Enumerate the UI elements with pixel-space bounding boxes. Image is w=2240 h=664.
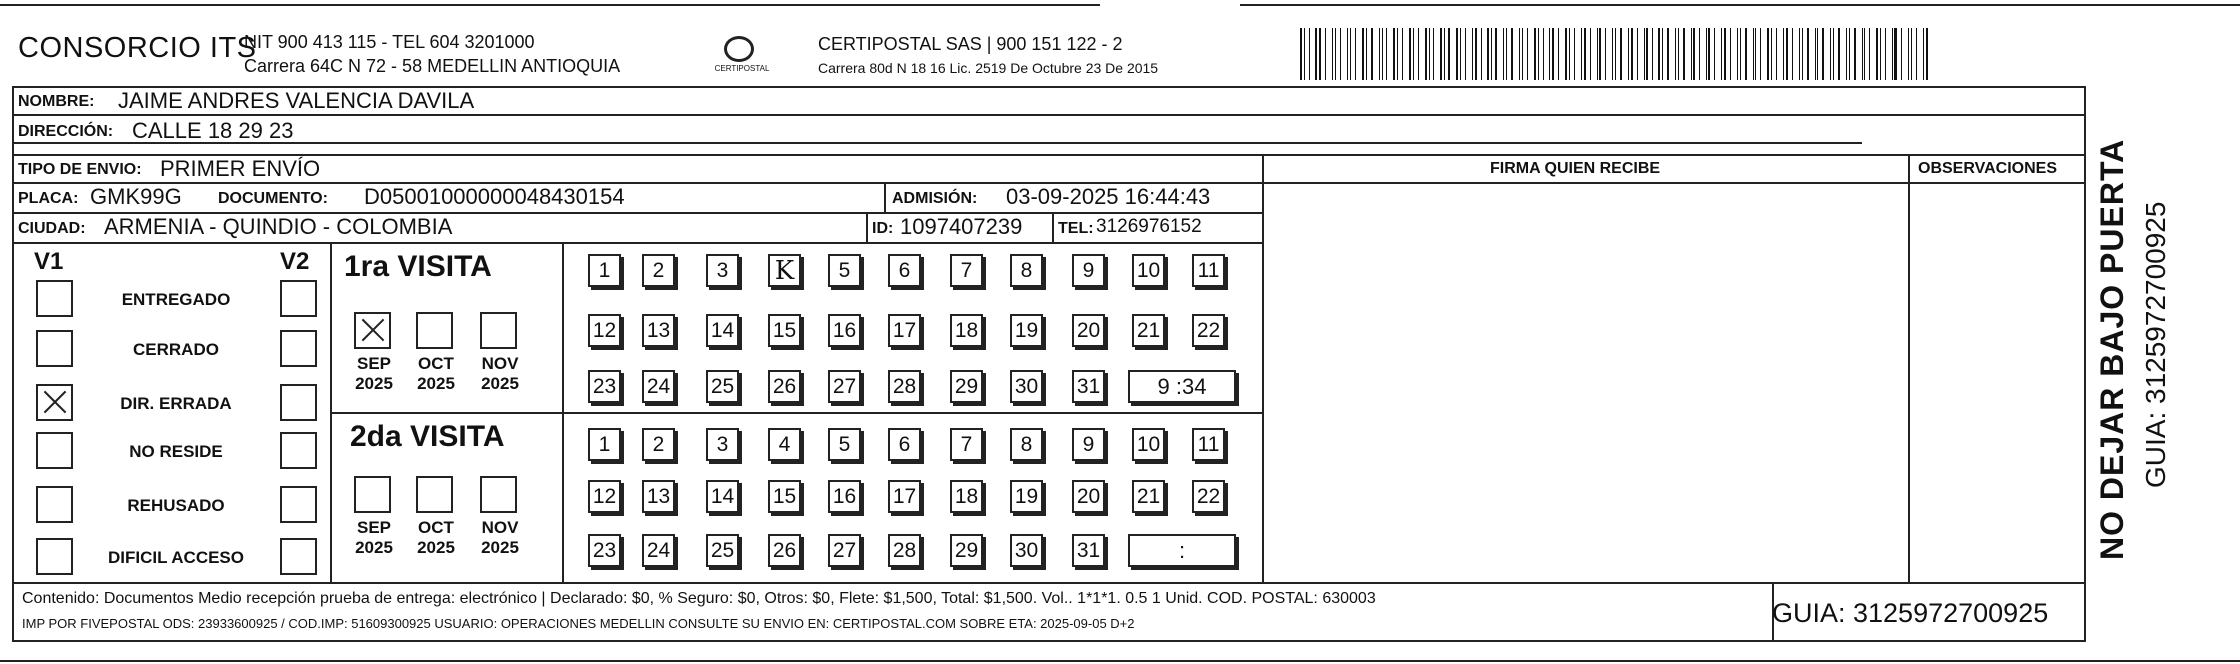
- direccion-label: DIRECCIÓN:: [18, 123, 114, 140]
- barcode-bar: [1833, 28, 1834, 80]
- first-visit-month-label: [410, 354, 462, 394]
- barcode-bar: [1721, 28, 1722, 80]
- barcode-bar: [1691, 28, 1692, 80]
- rule: [330, 242, 332, 582]
- barcode-bar: [1325, 28, 1326, 80]
- barcode-bar: [1487, 28, 1488, 80]
- barcode-bar: [1371, 28, 1373, 80]
- barcode-bar: [1783, 28, 1784, 80]
- v2-header: V2: [280, 248, 310, 275]
- barcode-bar: [1737, 28, 1738, 80]
- second-visit-month-checkbox-2[interactable]: [480, 476, 517, 513]
- first-visit-day-box[interactable]: 13: [642, 314, 675, 347]
- barcode-bar: [1678, 28, 1679, 80]
- barcode-bar: [1350, 28, 1351, 80]
- barcode-bar: [1753, 28, 1754, 80]
- barcode-bar: [1366, 28, 1367, 80]
- logo-icon: [724, 36, 754, 62]
- barcode-bar: [1386, 28, 1387, 80]
- second-visit-month-label: [348, 518, 400, 558]
- barcode-bar: [1815, 28, 1816, 80]
- barcode-bar: [1892, 28, 1893, 80]
- v1-checkbox-5[interactable]: [36, 538, 73, 575]
- barcode-bar: [1444, 28, 1445, 80]
- barcode-bar: [1347, 28, 1348, 80]
- barcode-bar: [1693, 28, 1694, 80]
- second-visit-day-box[interactable]: 3: [706, 428, 739, 461]
- barcode-bar: [1552, 28, 1554, 80]
- nit-line: NIT 900 413 115 - TEL 604 3201000: [244, 32, 535, 52]
- admision-label: ADMISIÓN:: [892, 190, 978, 207]
- month-name: OCT: [418, 518, 454, 537]
- v1-checkbox-4[interactable]: [36, 486, 73, 523]
- barcode-bar: [1760, 28, 1761, 80]
- barcode-bar: [1597, 28, 1598, 80]
- barcode-bar: [1786, 28, 1788, 80]
- first-visit-month-label: [348, 354, 400, 394]
- first-visit-day-box[interactable]: 2: [642, 254, 675, 287]
- barcode-bar: [1558, 28, 1559, 80]
- barcode-bar: [1708, 28, 1710, 80]
- first-visit-day-box[interactable]: 1: [588, 254, 621, 287]
- no-dejar-bajo-puerta: NO DEJAR BAJO PUERTA: [2094, 138, 2130, 560]
- first-visit-day-box[interactable]: 20: [1072, 314, 1105, 347]
- certipostal-logo: [712, 36, 772, 76]
- barcode-bar: [1460, 28, 1461, 80]
- month-name: SEP: [356, 518, 392, 537]
- rule: [330, 412, 1262, 414]
- second-visit-day-box[interactable]: 11: [1192, 428, 1225, 461]
- barcode-bar: [1637, 28, 1638, 80]
- month-year: 2025: [355, 538, 393, 557]
- barcode-bar: [1822, 28, 1824, 80]
- barcode-bar: [1926, 28, 1928, 80]
- second-visit-day-box[interactable]: 22: [1192, 480, 1225, 513]
- logo-text: CERTIPOSTAL: [714, 64, 770, 73]
- month-name: NOV: [481, 518, 519, 537]
- barcode-bar: [1309, 28, 1310, 80]
- second-visit-day-box[interactable]: 20: [1072, 480, 1105, 513]
- barcode-bar: [1699, 28, 1700, 80]
- barcode-bar: [1425, 28, 1427, 80]
- barcode-bar: [1631, 28, 1633, 80]
- barcode-bar: [1662, 28, 1663, 80]
- barcode-bar: [1319, 28, 1321, 80]
- barcode-bar: [1511, 28, 1513, 80]
- month-year: 2025: [481, 538, 519, 557]
- first-visit-day-box[interactable]: 5: [828, 254, 861, 287]
- barcode-bar: [1448, 28, 1450, 80]
- first-visit-day-box[interactable]: 25: [706, 370, 739, 403]
- status-label: DIFICIL ACCESO: [107, 548, 244, 567]
- first-visit-day-box[interactable]: 21: [1132, 314, 1165, 347]
- first-visit-day-box[interactable]: 27: [828, 370, 861, 403]
- barcode-bar: [1880, 28, 1881, 80]
- v2-checkbox-0[interactable]: [280, 280, 317, 317]
- first-visit-day-box[interactable]: 31: [1072, 370, 1105, 403]
- barcode-bar: [1652, 28, 1653, 80]
- second-visit-day-box[interactable]: 6: [888, 428, 921, 461]
- v2-checkbox-5[interactable]: [280, 538, 317, 575]
- v2-checkbox-3[interactable]: [280, 432, 317, 469]
- barcode-bar: [1799, 28, 1800, 80]
- first-visit-day-box[interactable]: 19: [1010, 314, 1043, 347]
- status-label: NO RESIDE: [129, 442, 223, 461]
- rule: [1908, 154, 1910, 582]
- second-visit-day-box[interactable]: 4: [768, 428, 801, 461]
- first-visit-day-box[interactable]: 9: [1072, 254, 1105, 287]
- first-visit-day-box[interactable]: 11: [1192, 254, 1225, 287]
- barcode-bar: [1506, 28, 1507, 80]
- barcode-bar: [1605, 28, 1606, 80]
- placa-label: PLACA:: [18, 190, 79, 207]
- barcode-bar: [1397, 28, 1398, 80]
- second-visit-day-box[interactable]: 8: [1010, 428, 1043, 461]
- barcode-bar: [1440, 28, 1441, 80]
- first-visit-day-box[interactable]: 23: [588, 370, 621, 403]
- certi-line: CERTIPOSTAL SAS | 900 151 122 - 2: [818, 34, 1123, 54]
- rule: [12, 582, 2086, 584]
- documento-value: D05001000000048430154: [364, 184, 625, 209]
- barcode-bar: [1393, 28, 1395, 80]
- barcode-bar: [1854, 28, 1856, 80]
- second-visit-day-box[interactable]: 10: [1132, 428, 1165, 461]
- barcode-bar: [1481, 28, 1482, 80]
- first-visit-month-checkbox-1[interactable]: [416, 312, 453, 349]
- barcode-bar: [1475, 28, 1477, 80]
- observaciones-label: OBSERVACIONES: [1918, 160, 2057, 177]
- barcode-bar: [1745, 28, 1747, 80]
- barcode-bar: [1335, 28, 1337, 80]
- barcode-bar: [1340, 28, 1341, 80]
- barcode-bar: [1658, 28, 1660, 80]
- v2-checkbox-4[interactable]: [280, 486, 317, 523]
- first-visit-day-box[interactable]: 28: [888, 370, 921, 403]
- barcode-bar: [1574, 28, 1575, 80]
- barcode: [1300, 28, 1932, 80]
- second-visit-day-box[interactable]: 17: [888, 480, 921, 513]
- barcode-bar: [1730, 28, 1731, 80]
- barcode-bar: [1776, 28, 1777, 80]
- status-label: CERRADO: [133, 340, 219, 359]
- side-guia: GUIA: 3125972700925: [2140, 201, 2171, 488]
- tel-value: 3126976152: [1096, 216, 1202, 237]
- first-visit-day-box[interactable]: 8: [1010, 254, 1043, 287]
- second-visit-day-box[interactable]: 13: [642, 480, 675, 513]
- first-visit-day-box[interactable]: 26: [768, 370, 801, 403]
- barcode-bar: [1418, 28, 1419, 80]
- rule: [866, 212, 868, 242]
- first-visit-day-box[interactable]: 18: [950, 314, 983, 347]
- barcode-bar: [1894, 28, 1896, 80]
- v1-checkbox-0[interactable]: [36, 280, 73, 317]
- barcode-bar: [1304, 28, 1305, 80]
- second-visit-day-box[interactable]: 9: [1072, 428, 1105, 461]
- barcode-bar: [1519, 28, 1520, 80]
- second-visit-day-box[interactable]: 19: [1010, 480, 1043, 513]
- barcode-bar: [1885, 28, 1886, 80]
- barcode-bar: [1615, 28, 1616, 80]
- second-visit-day-box[interactable]: 5: [828, 428, 861, 461]
- barcode-bar: [1472, 28, 1473, 80]
- top-rule-right: [1240, 4, 2240, 6]
- barcode-bar: [1869, 28, 1870, 80]
- barcode-bar: [1849, 28, 1850, 80]
- barcode-bar: [1675, 28, 1676, 80]
- second-visit-title: 2da VISITA: [350, 420, 505, 453]
- month-year: 2025: [481, 374, 519, 393]
- barcode-bar: [1599, 28, 1601, 80]
- second-visit-day-box[interactable]: 12: [588, 480, 621, 513]
- barcode-bar: [1402, 28, 1403, 80]
- rule: [1262, 182, 2086, 184]
- second-visit-time-box[interactable]: :: [1128, 534, 1236, 567]
- nombre-value: JAIME ANDRES VALENCIA DAVILA: [118, 88, 475, 113]
- placa-value: GMK99G: [90, 184, 182, 209]
- barcode-bar: [1706, 28, 1707, 80]
- footer-imp-line: IMP POR FIVEPOSTAL ODS: 23933600925 / COD.IMP: 51609300925 USUARIO: OPERACIONES MEDELLIN CONSULTE SU ENVIO EN: CERTIPOSTAL.COM SOBRE ETA: 2025-09-05 D+2: [22, 616, 1135, 631]
- second-visit-month-label: [410, 518, 462, 558]
- barcode-bar: [1755, 28, 1756, 80]
- barcode-bar: [1382, 28, 1383, 80]
- ciudad-label: CIUDAD:: [18, 220, 86, 237]
- rule: [884, 182, 886, 212]
- v1-checkbox-2[interactable]: [36, 384, 73, 421]
- barcode-bar: [1767, 28, 1769, 80]
- barcode-bar: [1409, 28, 1411, 80]
- barcode-bar: [1495, 28, 1497, 80]
- barcode-bar: [1916, 28, 1917, 80]
- certipostal-info: [818, 32, 1158, 80]
- month-name: NOV: [481, 354, 519, 373]
- second-visit-month-checkbox-1[interactable]: [416, 476, 453, 513]
- second-visit-day-box[interactable]: 1: [588, 428, 621, 461]
- month-year: 2025: [417, 538, 455, 557]
- barcode-bar: [1838, 28, 1840, 80]
- tipo-value: PRIMER ENVÍO: [160, 156, 321, 181]
- barcode-bar: [1355, 28, 1356, 80]
- first-visit-month-label: [474, 354, 526, 394]
- second-visit-day-box[interactable]: 7: [950, 428, 983, 461]
- company-name: CONSORCIO ITS: [18, 32, 257, 64]
- barcode-bar: [1429, 28, 1430, 80]
- first-visit-day-box-marked[interactable]: K: [768, 254, 801, 287]
- barcode-bar: [1538, 28, 1539, 80]
- v2-checkbox-2[interactable]: [280, 384, 317, 421]
- barcode-bar: [1413, 28, 1414, 80]
- rule: [1052, 212, 1054, 242]
- status-label: ENTREGADO: [121, 290, 231, 309]
- address-line: Carrera 64C N 72 - 58 MEDELLIN ANTIOQUIA: [244, 56, 621, 76]
- delivery-form: [12, 86, 2086, 642]
- barcode-bar: [1923, 28, 1924, 80]
- second-visit-day-box[interactable]: 31: [1072, 534, 1105, 567]
- second-visit-day-box[interactable]: 28: [888, 534, 921, 567]
- barcode-bar: [1646, 28, 1647, 80]
- barcode-bar: [1456, 28, 1458, 80]
- first-visit-day-box[interactable]: 14: [706, 314, 739, 347]
- first-visit-day-box[interactable]: 29: [950, 370, 983, 403]
- rule: [12, 242, 1262, 244]
- barcode-bar: [1315, 28, 1316, 80]
- second-visit-day-box[interactable]: 30: [1010, 534, 1043, 567]
- second-visit-month-label: [474, 518, 526, 558]
- second-visit-day-box[interactable]: 2: [642, 428, 675, 461]
- barcode-bar: [1817, 28, 1818, 80]
- barcode-bar: [1491, 28, 1492, 80]
- first-visit-day-box[interactable]: 22: [1192, 314, 1225, 347]
- top-rule: [0, 4, 1100, 6]
- certi-sub: Carrera 80d N 18 16 Lic. 2519 De Octubre 23 De 2015: [818, 60, 1159, 76]
- barcode-bar: [1565, 28, 1567, 80]
- status-label: DIR. ERRADA: [120, 394, 232, 413]
- rule: [12, 114, 2086, 116]
- first-visit-day-box[interactable]: 30: [1010, 370, 1043, 403]
- barcode-bar: [1792, 28, 1793, 80]
- barcode-bar: [1667, 28, 1669, 80]
- barcode-bar: [1714, 28, 1715, 80]
- tel-label: TEL:: [1058, 220, 1094, 237]
- v1-checkbox-3[interactable]: [36, 432, 73, 469]
- barcode-bar: [1771, 28, 1772, 80]
- first-visit-title: 1ra VISITA: [344, 250, 492, 283]
- rule: [12, 154, 2086, 156]
- second-visit-day-box[interactable]: 29: [950, 534, 983, 567]
- first-visit-month-checkbox-0[interactable]: [354, 312, 391, 349]
- status-label: REHUSADO: [127, 496, 225, 515]
- barcode-bar: [1527, 28, 1528, 80]
- barcode-bar: [1644, 28, 1645, 80]
- barcode-bar: [1362, 28, 1364, 80]
- barcode-bar: [1379, 28, 1380, 80]
- barcode-bar: [1911, 28, 1912, 80]
- barcode-bar: [1433, 28, 1434, 80]
- bottom-rule: [0, 660, 2240, 662]
- barcode-bar: [1590, 28, 1591, 80]
- barcode-bar: [1864, 28, 1865, 80]
- second-visit-month-checkbox-0[interactable]: [354, 476, 391, 513]
- barcode-bar: [1300, 28, 1302, 80]
- second-visit-day-box[interactable]: 14: [706, 480, 739, 513]
- barcode-bar: [1876, 28, 1878, 80]
- second-visit-day-box[interactable]: 25: [706, 534, 739, 567]
- barcode-bar: [1503, 28, 1504, 80]
- barcode-bar: [1724, 28, 1726, 80]
- barcode-bar: [1846, 28, 1847, 80]
- barcode-bar: [1901, 28, 1903, 80]
- barcode-bar: [1628, 28, 1629, 80]
- barcode-bar: [1908, 28, 1909, 80]
- v1-checkbox-1[interactable]: [36, 330, 73, 367]
- first-visit-day-box[interactable]: 10: [1132, 254, 1165, 287]
- barcode-bar: [1534, 28, 1536, 80]
- second-visit-day-box[interactable]: 16: [828, 480, 861, 513]
- v2-checkbox-1[interactable]: [280, 330, 317, 367]
- id-label: ID:: [872, 220, 894, 237]
- second-visit-day-box[interactable]: 23: [588, 534, 621, 567]
- guia-number: GUIA: 3125972700925: [1772, 598, 2049, 628]
- first-visit-day-box[interactable]: 7: [950, 254, 983, 287]
- first-visit-day-box[interactable]: 17: [888, 314, 921, 347]
- second-visit-day-box[interactable]: 26: [768, 534, 801, 567]
- barcode-bar: [1332, 28, 1333, 80]
- barcode-bar: [1862, 28, 1863, 80]
- month-year: 2025: [355, 374, 393, 393]
- first-visit-day-box[interactable]: 16: [828, 314, 861, 347]
- documento-label: DOCUMENTO:: [218, 190, 328, 207]
- first-visit-day-box[interactable]: 24: [642, 370, 675, 403]
- first-visit-day-box[interactable]: 15: [768, 314, 801, 347]
- month-name: SEP: [356, 354, 392, 373]
- first-visit-day-box[interactable]: 12: [588, 314, 621, 347]
- barcode-bar: [1581, 28, 1582, 80]
- tipo-label: TIPO DE ENVIO:: [18, 161, 142, 178]
- id-value: 1097407239: [900, 214, 1023, 239]
- v1-header: V1: [34, 248, 64, 275]
- footer-content-line: Contenido: Documentos Medio recepción prueba de entrega: electrónico | Declarado: $0, % Seguro: $0, Otros: $0, Flete: $1,500, Total: $1,500. Vol.. 1*1*1. 0.5 1 Unid. COD. POSTAL: 630003: [22, 590, 1376, 607]
- second-visit-day-box[interactable]: 18: [950, 480, 983, 513]
- barcode-bar: [1740, 28, 1741, 80]
- barcode-bar: [1569, 28, 1570, 80]
- second-visit-day-box[interactable]: 27: [828, 534, 861, 567]
- direccion-value: CALLE 18 29 23: [132, 118, 294, 143]
- first-visit-time-box[interactable]: 9 :34: [1128, 370, 1236, 403]
- barcode-bar: [1620, 28, 1622, 80]
- nombre-label: NOMBRE:: [18, 93, 95, 110]
- first-visit-day-box[interactable]: 3: [706, 254, 739, 287]
- ciudad-value: ARMENIA - QUINDIO - COLOMBIA: [104, 214, 453, 239]
- firma-label: FIRMA QUIEN RECIBE: [1490, 160, 1661, 177]
- first-visit-day-box[interactable]: 6: [888, 254, 921, 287]
- barcode-bar: [1612, 28, 1613, 80]
- barcode-bar: [1683, 28, 1685, 80]
- month-year: 2025: [417, 374, 455, 393]
- second-visit-day-box[interactable]: 21: [1132, 480, 1165, 513]
- first-visit-month-checkbox-2[interactable]: [480, 312, 517, 349]
- company-info: [244, 30, 620, 78]
- rule: [1262, 154, 1264, 582]
- barcode-bar: [1465, 28, 1466, 80]
- barcode-bar: [1522, 28, 1523, 80]
- barcode-bar: [1807, 28, 1808, 80]
- barcode-bar: [1830, 28, 1831, 80]
- rule: [562, 242, 564, 582]
- barcode-bar: [1584, 28, 1586, 80]
- second-visit-day-box[interactable]: 24: [642, 534, 675, 567]
- barcode-bar: [1543, 28, 1544, 80]
- second-visit-day-box[interactable]: 15: [768, 480, 801, 513]
- barcode-bar: [1802, 28, 1804, 80]
- month-name: OCT: [418, 354, 454, 373]
- barcode-bar: [1549, 28, 1550, 80]
- admision-value: 03-09-2025 16:44:43: [1006, 184, 1211, 209]
